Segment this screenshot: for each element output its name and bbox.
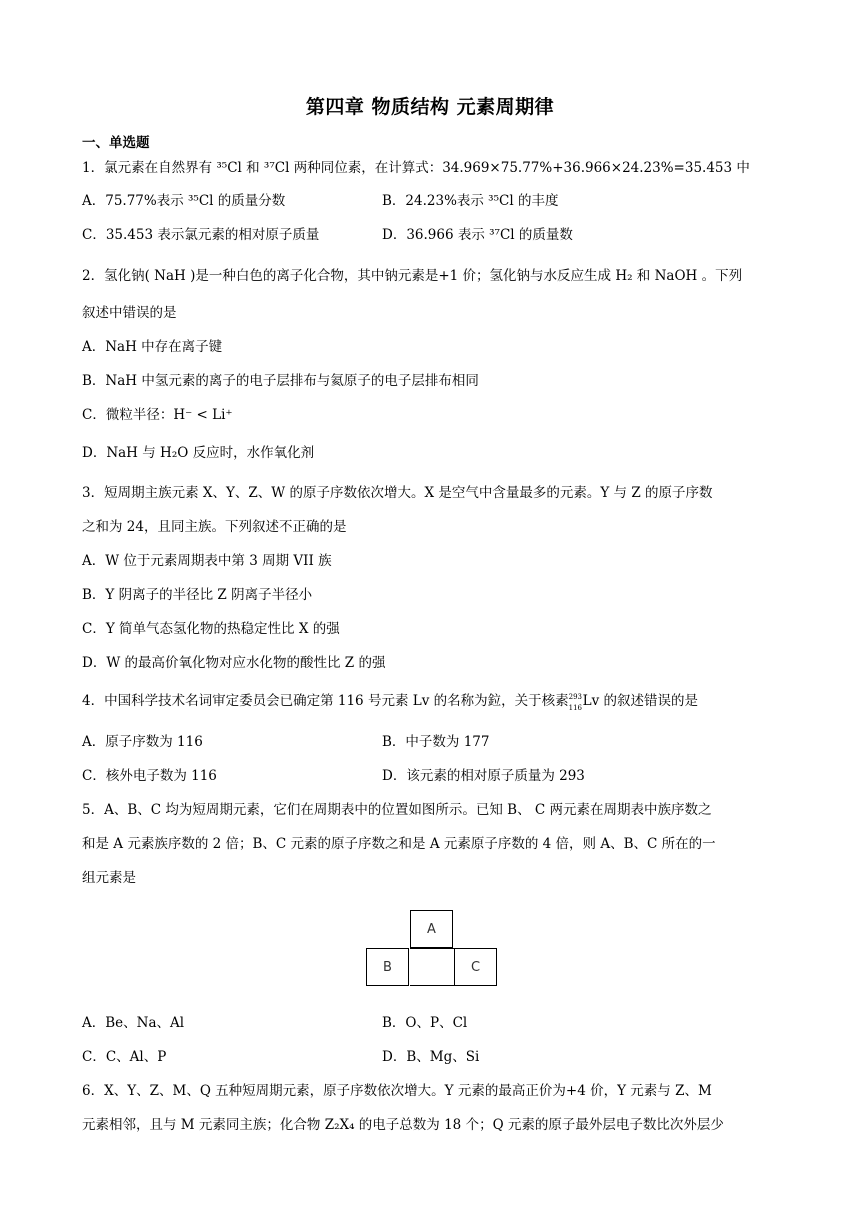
nuclide-lv — [569, 691, 600, 711]
q2-option-d: D．NaH 与 H₂O 反应时，水作氧化剂 — [82, 445, 315, 461]
q5-option-a: A．Be、Na、Al — [82, 1015, 185, 1031]
cell-empty — [410, 948, 454, 986]
q3-option-d: D．W 的最高价氧化物对应水化物的酸性比 Z 的强 — [82, 655, 386, 671]
q2-option-c: C．微粒半径：H⁻ < Li⁺ — [82, 407, 233, 423]
q5-option-c: C．C、Al、P — [82, 1049, 167, 1065]
q3-stem-line2: 之和为 24，且同主族。下列叙述不正确的是 — [82, 519, 347, 535]
q2-stem-line2: 叙述中错误的是 — [82, 305, 177, 321]
nuclide-atomic-number: 116 — [568, 704, 582, 712]
q4-option-d: D．该元素的相对原子质量为 293 — [382, 768, 585, 784]
q5-stem-line2: 和是 A 元素族序数的 2 倍；B、C 元素的原子序数之和是 A 元素原子序数的 4 倍，则 A、B、C 所在的一 — [82, 836, 716, 852]
q1-option-c: C．35.453 表示氯元素的相对原子质量 — [82, 227, 320, 243]
q1-option-b: B．24.23%表示 ³⁵Cl 的丰度 — [382, 193, 559, 209]
periodic-position-diagram — [366, 910, 498, 988]
nuclide-mass-number: 293 — [568, 693, 582, 701]
nuclide-symbol: Lv — [582, 693, 600, 709]
q4-option-a: A．原子序数为 116 — [82, 734, 203, 750]
q5-option-b: B．O、P、Cl — [382, 1015, 468, 1031]
cell-b: B — [366, 948, 409, 986]
q5-stem-line3: 组元素是 — [82, 870, 136, 886]
section-heading: 一、单选题 — [82, 135, 150, 151]
q2-stem-line1: 2．氢化钠( NaH )是一种白色的离子化合物，其中钠元素是+1 价；氢化钠与水反应生成 H₂ 和 NaOH 。下列 — [82, 268, 743, 284]
q3-option-b: B．Y 阴离子的半径比 Z 阴离子半径小 — [82, 587, 313, 603]
q4-stem — [82, 691, 698, 711]
q3-option-c: C．Y 简单气态氢化物的热稳定性比 X 的强 — [82, 621, 340, 637]
q4-stem-pre: 4．中国科学技术名词审定委员会已确定第 116 号元素 Lv 的名称为鉝，关于核素 — [82, 693, 569, 709]
q3-stem-line1: 3．短周期主族元素 X、Y、Z、W 的原子序数依次增大。X 是空气中含量最多的元素。Y 与 Z 的原子序数 — [82, 485, 713, 501]
q3-option-a: A．W 位于元素周期表中第 3 周期 VII 族 — [82, 553, 332, 569]
q2-option-a: A．NaH 中存在离子键 — [82, 339, 223, 355]
q1-stem: 1．氯元素在自然界有 ³⁵Cl 和 ³⁷Cl 两种同位素，在计算式：34.969×75.77%+36.966×24.23%=35.453 中 — [82, 160, 750, 176]
q5-stem-line1: 5．A、B、C 均为短周期元素，它们在周期表中的位置如图所示。已知 B、 C 两元素在周期表中族序数之 — [82, 802, 712, 818]
q1-option-a: A．75.77%表示 ³⁵Cl 的质量分数 — [82, 193, 286, 209]
q4-option-c: C．核外电子数为 116 — [82, 768, 217, 784]
q6-stem-line1: 6．X、Y、Z、M、Q 五种短周期元素，原子序数依次增大。Y 元素的最高正价为+4 价，Y 元素与 Z、M — [82, 1083, 712, 1099]
q6-stem-line2: 元素相邻，且与 M 元素同主族；化合物 Z₂X₄ 的电子总数为 18 个；Q 元素的原子最外层电子数比次外层少 — [82, 1117, 724, 1133]
document-title: 第四章 物质结构 元素周期律 — [305, 96, 555, 118]
q5-option-d: D．B、Mg、Si — [382, 1049, 480, 1065]
q1-option-d: D．36.966 表示 ³⁷Cl 的质量数 — [382, 227, 573, 243]
q2-option-b: B．NaH 中氢元素的离子的电子层排布与氦原子的电子层排布相同 — [82, 373, 479, 389]
cell-a: A — [410, 910, 453, 948]
cell-c: C — [454, 948, 497, 986]
q4-option-b: B．中子数为 177 — [382, 734, 490, 750]
q4-stem-post: 的叙述错误的是 — [599, 693, 699, 709]
